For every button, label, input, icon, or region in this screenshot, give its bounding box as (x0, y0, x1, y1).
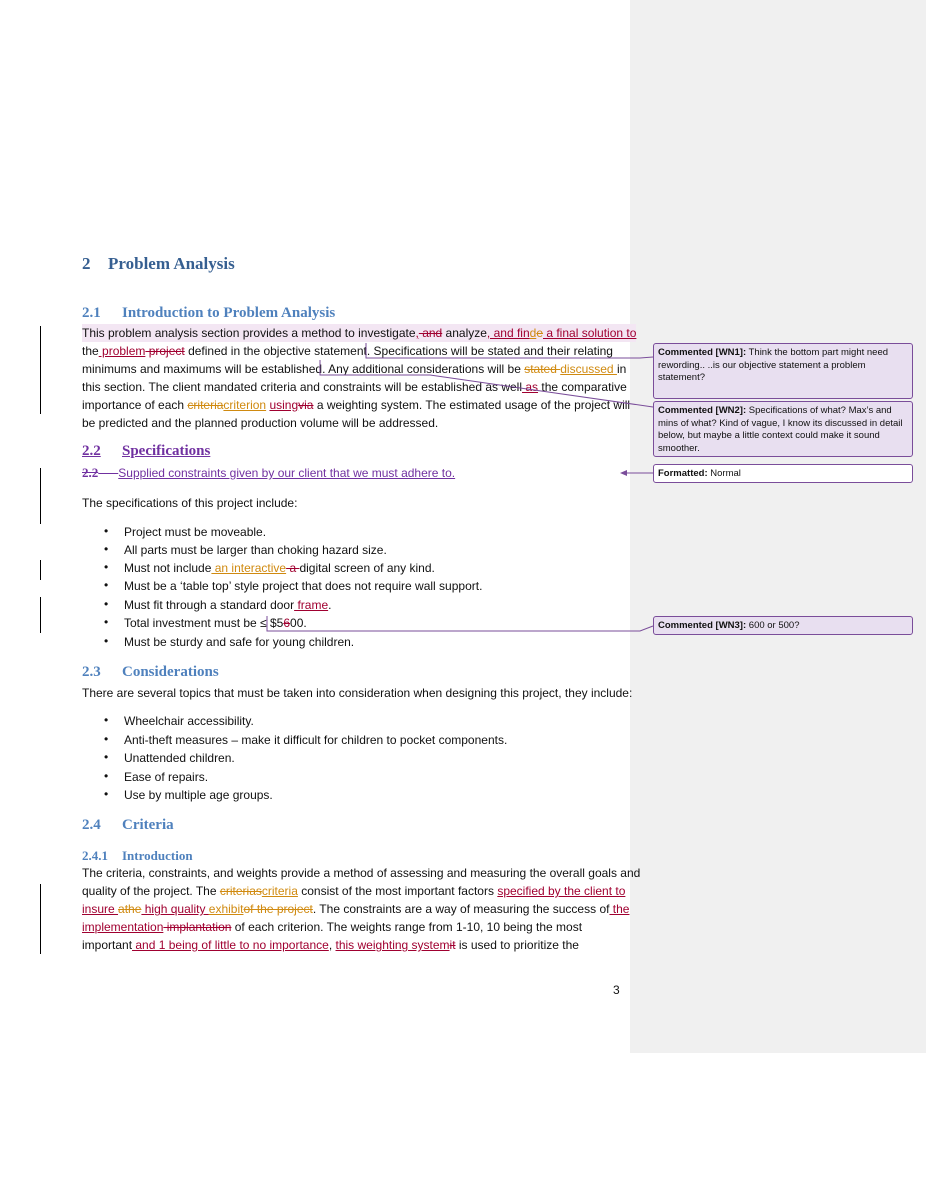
list-item: All parts must be larger than choking hazard size. (124, 543, 387, 557)
heading-2-1: 2.1 Introduction to Problem Analysis (82, 305, 336, 321)
connector-wn3 (267, 616, 653, 631)
change-bar (40, 597, 41, 633)
heading-2-4: 2.4 Criteria (82, 817, 174, 833)
bullet: • (104, 615, 109, 629)
paragraph-line: quality of the project. The criteriascriteria consist of the most important factors specified by the client to (82, 884, 626, 898)
change-bar (40, 468, 41, 524)
connector-arrow (620, 470, 627, 476)
bullet: • (104, 597, 109, 611)
bullet: • (104, 787, 109, 801)
comment-balloon-wn1[interactable]: Commented [WN1]: Think the bottom part might need rewording.. ..is our objective statement a problem statement? (653, 343, 913, 399)
paragraph-line: This problem analysis section provides a method to investigate, and analyze, and finde a final solution to (82, 326, 637, 340)
change-bar (40, 884, 41, 954)
paragraph-line: implementation implantation of each criterion. The weights range from 1-10, 10 being the most (82, 920, 583, 934)
bullet: • (104, 769, 109, 783)
list-item: Ease of repairs. (124, 770, 209, 784)
formatted-balloon[interactable]: Formatted: Normal (653, 464, 913, 483)
bullet: • (104, 732, 109, 746)
list-item: Use by multiple age groups. (124, 788, 273, 802)
list-item: Total investment must be ≤ $5600. (124, 616, 307, 630)
comment-balloon-wn3[interactable]: Commented [WN3]: 600 or 500? (653, 616, 913, 635)
bullet: • (104, 634, 109, 648)
specifications-intro: The specifications of this project include: (82, 496, 298, 510)
paragraph-line: be predicted and the planned production volume will be addressed. (82, 416, 439, 430)
list-item: Project must be moveable. (124, 525, 267, 539)
bullet: • (104, 713, 109, 727)
paragraph-line: The criteria, constraints, and weights provide a method of assessing and measuring the overall goals and (82, 866, 641, 880)
list-item: Must fit through a standard door frame. (124, 598, 332, 612)
change-bar (40, 326, 41, 414)
list-item: Must be a ‘table top’ style project that does not require wall support. (124, 579, 483, 593)
bullet: • (104, 542, 109, 556)
markup-pane (630, 0, 926, 1053)
bullet: • (104, 524, 109, 538)
paragraph-line: importance of each criteriacriterion usingvia a weighting system. The estimated usage of the project will (82, 398, 631, 412)
list-item: Anti-theft measures – make it difficult for children to pocket components. (124, 733, 508, 747)
heading-problem-analysis: 2 Problem Analysis (82, 254, 235, 273)
list-item: Wheelchair accessibility. (124, 714, 254, 728)
comment-balloon-wn2[interactable]: Commented [WN2]: Specifications of what? Max’s and mins of what? Kind of vague, I know its discussed in detail below, but maybe a little context could make it sound smoother. (653, 401, 913, 457)
list-item: Unattended children. (124, 751, 235, 765)
paragraph-line: this section. The client mandated criteria and constraints will be established as well as the comparative (82, 380, 627, 394)
paragraph-line: minimums and maximums will be established. Any additional considerations will be stated discussed in (82, 362, 627, 376)
heading-2-4-1: 2.4.1 Introduction (82, 848, 193, 863)
deleted-heading-line: 2.2 Supplied constraints given by our client that we must adhere to. (82, 465, 456, 480)
heading-2-3: 2.3 Considerations (82, 664, 219, 680)
paragraph-line: insure athe high quality exhibitof the project. The constraints are a way of measuring the success of the (82, 902, 630, 916)
list-item: Must be sturdy and safe for young children. (124, 635, 355, 649)
considerations-intro: There are several topics that must be taken into consideration when designing this project, they include: (82, 686, 633, 700)
bullet: • (104, 578, 109, 592)
heading-2-2: 2.2 Specifications (82, 443, 211, 459)
change-bar (40, 560, 41, 580)
list-item: Must not include an interactive a digital screen of any kind. (124, 561, 435, 575)
page-number: 3 (613, 983, 620, 997)
bullet: • (104, 750, 109, 764)
bullet: • (104, 560, 109, 574)
paragraph-line: important and 1 being of little to no importance, this weighting systemit is used to prioritize the (82, 938, 579, 952)
paragraph-line: the problem project defined in the objective statement. Specifications will be stated and their relating (82, 344, 613, 358)
